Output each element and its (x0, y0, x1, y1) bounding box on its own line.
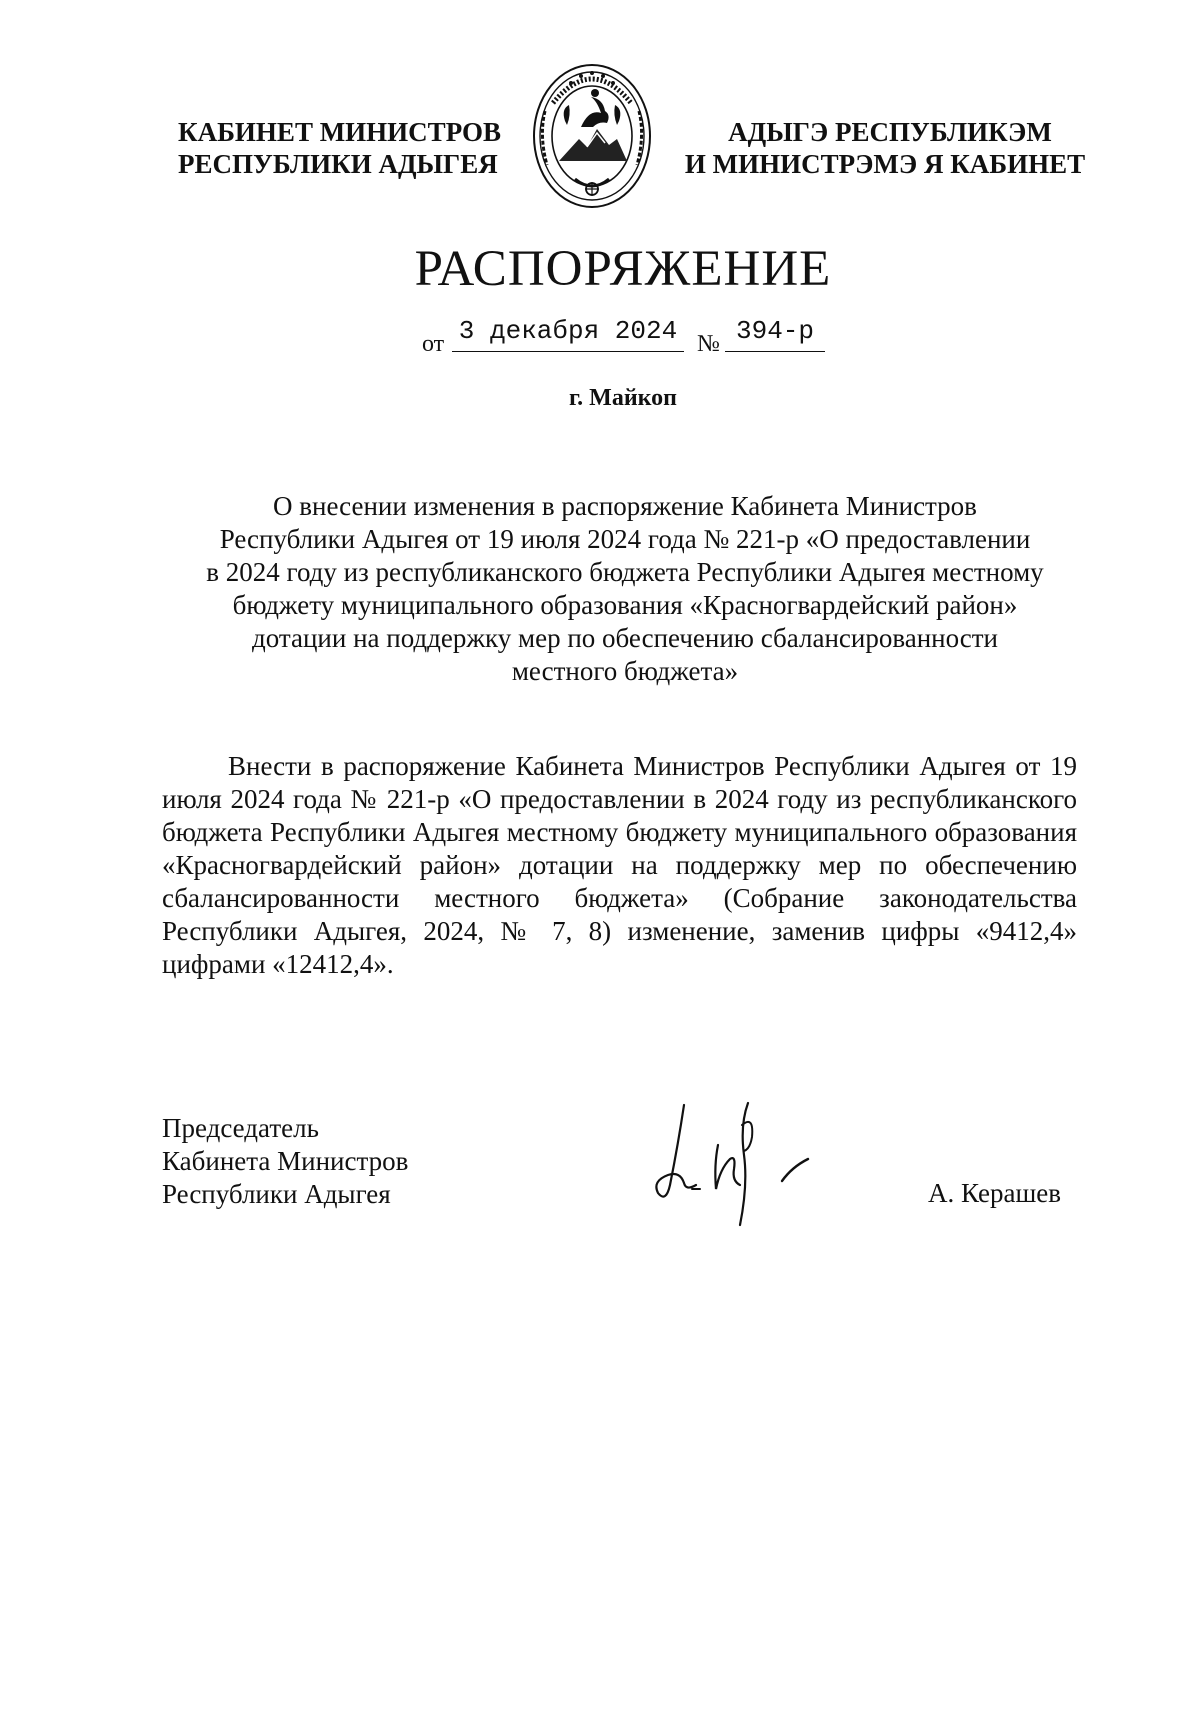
position-line-1: Председатель (162, 1113, 319, 1143)
coat-of-arms-icon (531, 61, 653, 211)
subject-line: местного бюджета» (511, 656, 739, 686)
date-number-line (0, 316, 1200, 356)
body-paragraph: Внести в распоряжение Кабинета Министров Республики Адыгея от 19 июля 2024 года № 221-р «О предоставлении в 2024 году из республиканского бюджета Республики Адыгея местному бюджету муниципального образования «Красногвардейский район» дотации на поддержку мер по обеспечению сбалансированности местного бюджета» (Собрание законодательства Республики Адыгея, 2024, № 7, 8) изменение, заменив цифры «9412,4» цифрами «12412,4». (162, 751, 1077, 979)
subject-line: в 2024 году из республиканского бюджета Республики Адыгея местному (206, 557, 1044, 587)
number-value: 394-р (735, 316, 814, 346)
position-line-2: Кабинета Министров (162, 1146, 409, 1176)
number-label: № (697, 331, 720, 357)
header-right-line-2: И МИНИСТРЭМЭ Я КАБИНЕТ (684, 149, 1086, 179)
subject-line: дотации на поддержку мер по обеспечению сбалансированности (251, 623, 999, 653)
document-title: РАСПОРЯЖЕНИЕ (414, 241, 832, 297)
header-left-org (178, 116, 508, 180)
position-line-3: Республики Адыгея (162, 1179, 391, 1209)
header-right-line-1: АДЫГЭ РЕСПУБЛИКЭМ (728, 117, 1052, 147)
number-underline (725, 351, 825, 352)
date-label: от (422, 331, 445, 357)
subject-heading (160, 490, 1090, 688)
signature-icon (640, 1085, 840, 1235)
subject-line: Республики Адыгея от 19 июля 2024 года № 221-р «О предоставлении (219, 524, 1031, 554)
header-left-line-1: КАБИНЕТ МИНИСТРОВ (178, 117, 502, 147)
signatory-position (162, 1112, 408, 1211)
header-right-org (684, 116, 1090, 180)
header-left-line-2: РЕСПУБЛИКИ АДЫГЕЯ (178, 149, 498, 179)
subject-line: О внесении изменения в распоряжение Кабинета Министров (273, 491, 977, 521)
date-underline (452, 351, 684, 352)
subject-line: бюджету муниципального образования «Красногвардейский район» (232, 590, 1018, 620)
city: г. Майкоп (568, 385, 677, 411)
date-value: 3 декабря 2024 (458, 316, 678, 346)
signatory-name: А. Керашев (928, 1178, 1061, 1208)
